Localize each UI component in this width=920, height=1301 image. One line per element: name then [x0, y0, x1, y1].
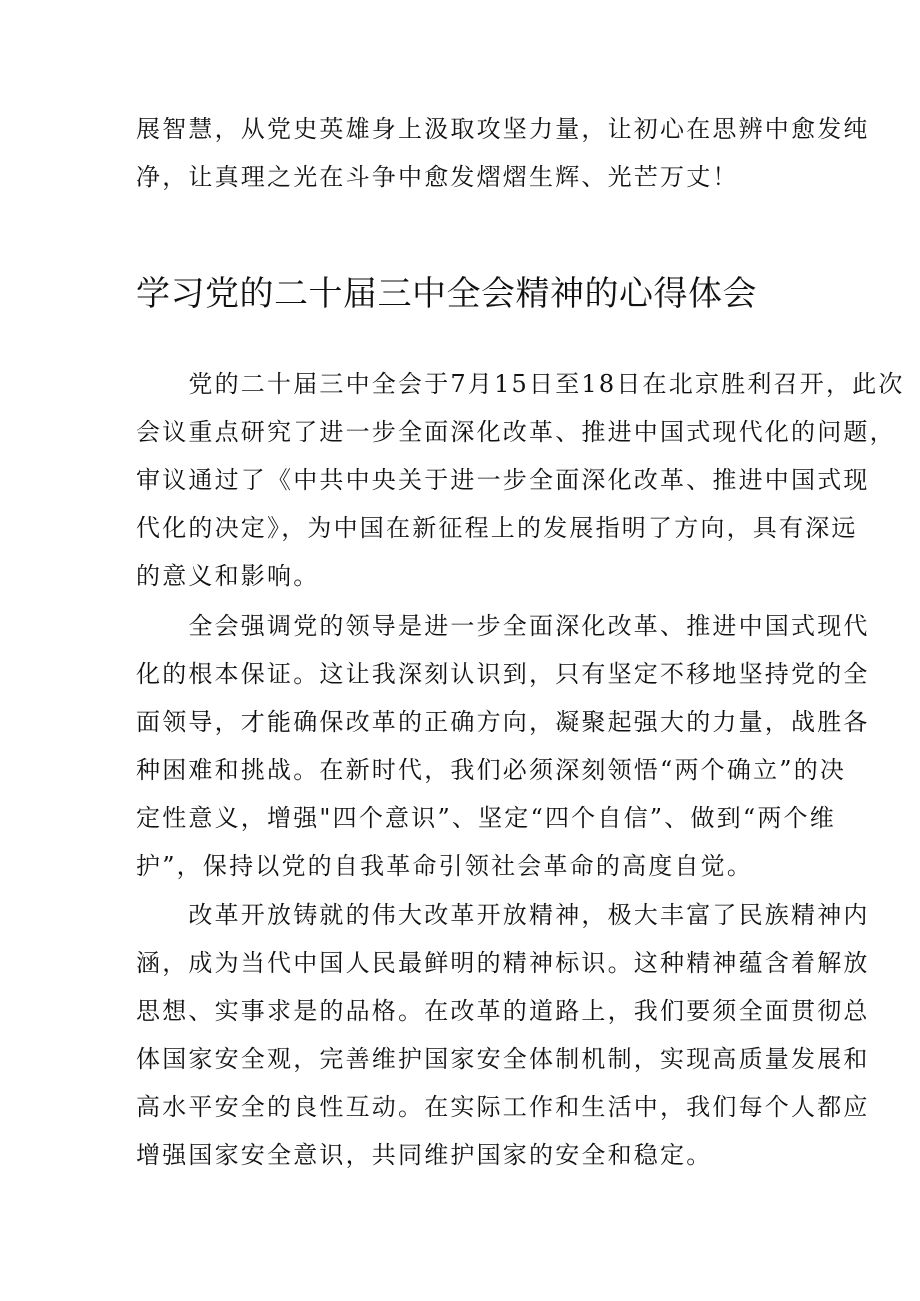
paragraph-1-line-3: 审议通过了《中共中央关于进一步全面深化改革、推进中国式现 — [136, 466, 870, 494]
paragraph-2-line-5: 定性意义，增强"四个意识”、坚定“四个自信”、做到“两个维 — [136, 804, 836, 832]
paragraph-2-line-1: 全会强调党的领导是进一步全面深化改革、推进中国式现代 — [136, 612, 870, 640]
document-title: 学习党的二十届三中全会精神的心得体会 — [136, 274, 757, 314]
paragraph-1-line-1: 党的二十届三中全会于7月15日至18日在北京胜利召开，此次 — [136, 370, 905, 398]
paragraph-3-line-5: 高水平安全的良性互动。在实际工作和生活中，我们每个人都应 — [136, 1093, 870, 1121]
paragraph-3-line-4: 体国家安全观，完善维护国家安全体制机制，实现高质量发展和 — [136, 1045, 870, 1073]
paragraph-2-line-6: 护”，保持以党的自我革命引领社会革命的高度自觉。 — [136, 852, 754, 880]
paragraph-1-line-4: 代化的决定》，为中国在新征程上的发展指明了方向，具有深远 — [136, 514, 858, 542]
paragraph-3-line-2: 涵，成为当代中国人民最鲜明的精神标识。这种精神蕴含着解放 — [136, 949, 870, 977]
paragraph-3-line-6: 增强国家安全意识，共同维护国家的安全和稳定。 — [136, 1141, 713, 1169]
paragraph-3-line-1: 改革开放铸就的伟大改革开放精神，极大丰富了民族精神内 — [136, 901, 870, 929]
paragraph-1-line-2: 会议重点研究了进一步全面深化改革、推进中国式现代化的问题， — [136, 418, 896, 446]
paragraph-3-line-3: 思想、实事求是的品格。在改革的道路上，我们要须全面贯彻总 — [136, 997, 870, 1025]
continuation-line-1: 展智慧，从党史英雄身上汲取攻坚力量，让初心在思辨中愈发纯 — [136, 115, 870, 143]
continuation-line-2: 净，让真理之光在斗争中愈发熠熠生辉、光芒万丈！ — [136, 163, 739, 191]
paragraph-2-line-4: 种困难和挑战。在新时代，我们必须深刻领悟“两个确立”的决 — [136, 756, 847, 784]
paragraph-2-line-3: 面领导，才能确保改革的正确方向，凝聚起强大的力量，战胜各 — [136, 708, 870, 736]
paragraph-2-line-2: 化的根本保证。这让我深刻认识到，只有坚定不移地坚持党的全 — [136, 660, 870, 688]
paragraph-1-line-5: 的意义和影响。 — [136, 562, 320, 590]
